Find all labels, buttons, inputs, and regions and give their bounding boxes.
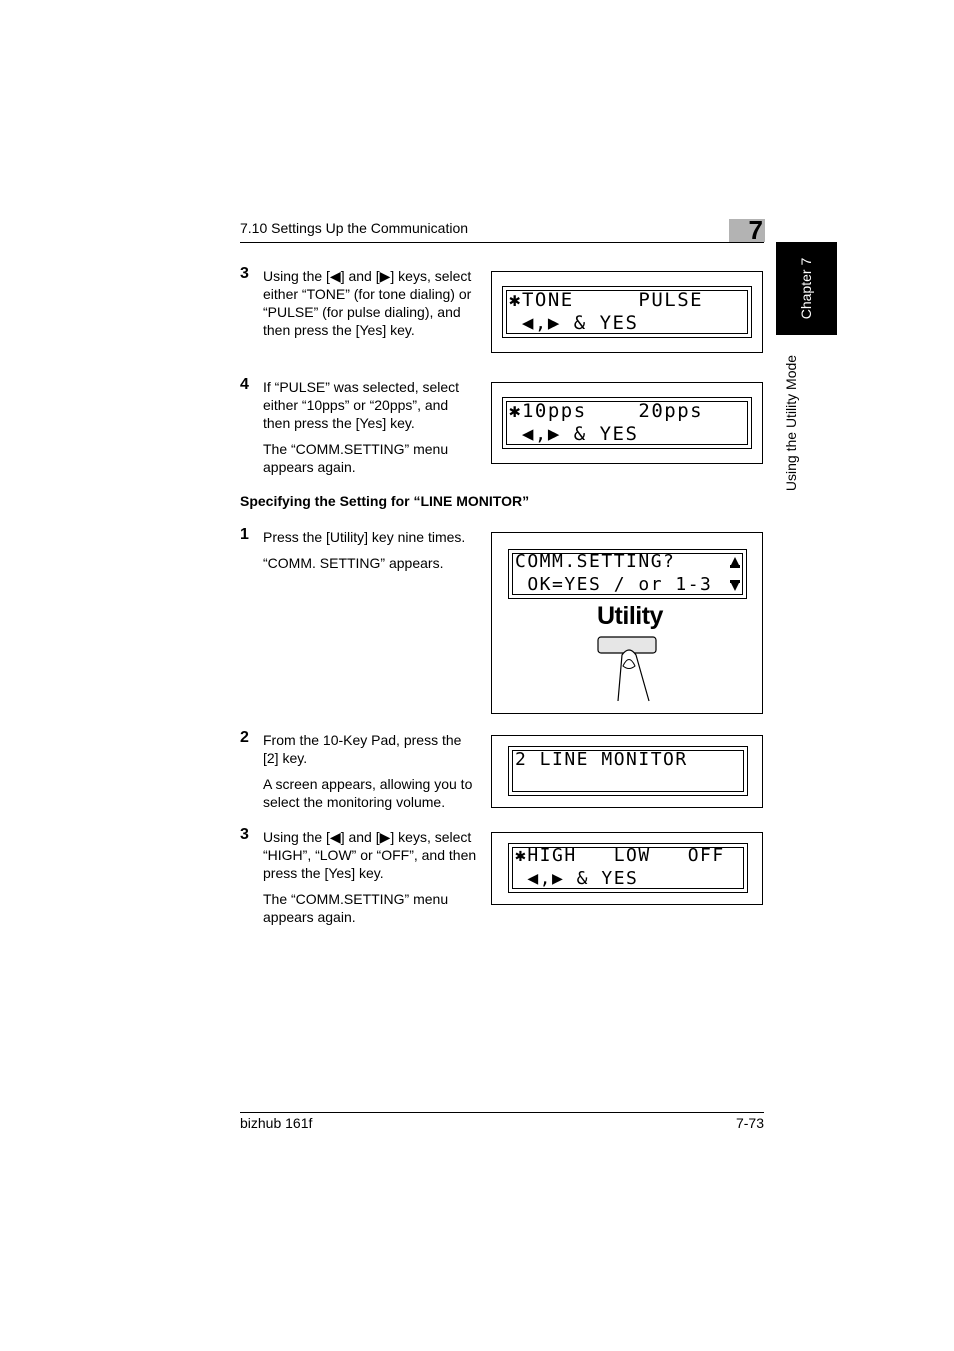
step-instruction xyxy=(263,828,485,926)
running-header: 7.10 Settings Up the Communication xyxy=(240,220,469,236)
text-line: “HIGH”, “LOW” or “OFF”, and then xyxy=(263,847,477,863)
text-line: The “COMM.SETTING” menu xyxy=(263,441,449,457)
lcd-display xyxy=(508,843,748,893)
lcd-panel xyxy=(491,382,763,464)
text-line: Using the [◀] and [▶] keys, select xyxy=(263,829,472,845)
step-number: 3 xyxy=(240,265,249,282)
text-line: “PULSE” (for pulse dialing), and xyxy=(263,304,461,320)
lcd-panel xyxy=(491,735,763,808)
text-line: A screen appears, allowing you to xyxy=(263,776,473,792)
header-rule xyxy=(240,242,764,243)
chapter-badge xyxy=(729,215,765,245)
text-line: From the 10-Key Pad, press the xyxy=(263,732,462,748)
lcd-display xyxy=(502,286,752,338)
utility-key-label: Utility xyxy=(597,602,663,630)
utility-key-press-icon xyxy=(592,631,662,705)
lcd-line-1: ✱HIGH LOW OFF xyxy=(515,845,725,866)
text-line: [2] key. xyxy=(263,750,308,766)
footer-rule xyxy=(240,1112,764,1113)
text-line: Press the [Utility] key nine times. xyxy=(263,529,466,545)
mode-side-label: Using the Utility Mode xyxy=(783,354,799,492)
text-line: either “TONE” (for tone dialing) or xyxy=(263,286,472,302)
chapter-side-label: Chapter 7 xyxy=(798,257,814,320)
text-line: The “COMM.SETTING” menu xyxy=(263,891,449,907)
step-number: 1 xyxy=(240,526,249,543)
chapter-number: 7 xyxy=(748,215,763,245)
lcd-line-1: ✱10pps 20pps xyxy=(509,400,704,422)
scroll-arrows-icon xyxy=(729,556,741,594)
lcd-line-2: ◀,▶ & YES xyxy=(509,423,639,445)
text-line: either “10pps” or “20pps”, and xyxy=(263,397,449,413)
lcd-display xyxy=(502,397,752,449)
step-instruction xyxy=(263,528,485,572)
lcd-panel xyxy=(491,271,763,353)
lcd-display xyxy=(508,746,748,796)
step-number: 3 xyxy=(240,826,249,843)
text-line: Using the [◀] and [▶] keys, select xyxy=(263,268,472,284)
lcd-display xyxy=(508,549,747,599)
text-line: select the monitoring volume. xyxy=(263,794,446,810)
step-instruction xyxy=(263,378,485,476)
text-line: appears again. xyxy=(263,459,356,475)
lcd-line-1: ✱TONE PULSE xyxy=(509,289,704,311)
text-line: press the [Yes] key. xyxy=(263,865,384,881)
text-line: appears again. xyxy=(263,909,356,925)
lcd-line-2: ◀,▶ & YES xyxy=(515,868,639,889)
section-title: Specifying the Setting for “LINE MONITOR” xyxy=(240,493,530,509)
step-number: 4 xyxy=(240,376,249,393)
step-instruction xyxy=(263,267,485,339)
text-line: If “PULSE” was selected, select xyxy=(263,379,460,395)
lcd-line-2: ◀,▶ & YES xyxy=(509,312,639,334)
lcd-panel xyxy=(491,832,763,905)
footer-model: bizhub 161f xyxy=(240,1115,313,1131)
text-line: then press the [Yes] key. xyxy=(263,322,415,338)
mode-side-tab xyxy=(776,335,806,515)
text-line: “COMM. SETTING” appears. xyxy=(263,555,444,571)
footer-page-number: 7-73 xyxy=(735,1115,764,1131)
lcd-line-1: 2 LINE MONITOR xyxy=(515,749,688,770)
chapter-side-tab xyxy=(776,242,837,335)
step-number: 2 xyxy=(240,729,249,746)
step-instruction xyxy=(263,731,485,811)
lcd-line-1: COMM.SETTING? xyxy=(515,551,676,572)
text-line: then press the [Yes] key. xyxy=(263,415,415,431)
lcd-line-2: OK=YES / or 1-3 xyxy=(515,574,713,595)
